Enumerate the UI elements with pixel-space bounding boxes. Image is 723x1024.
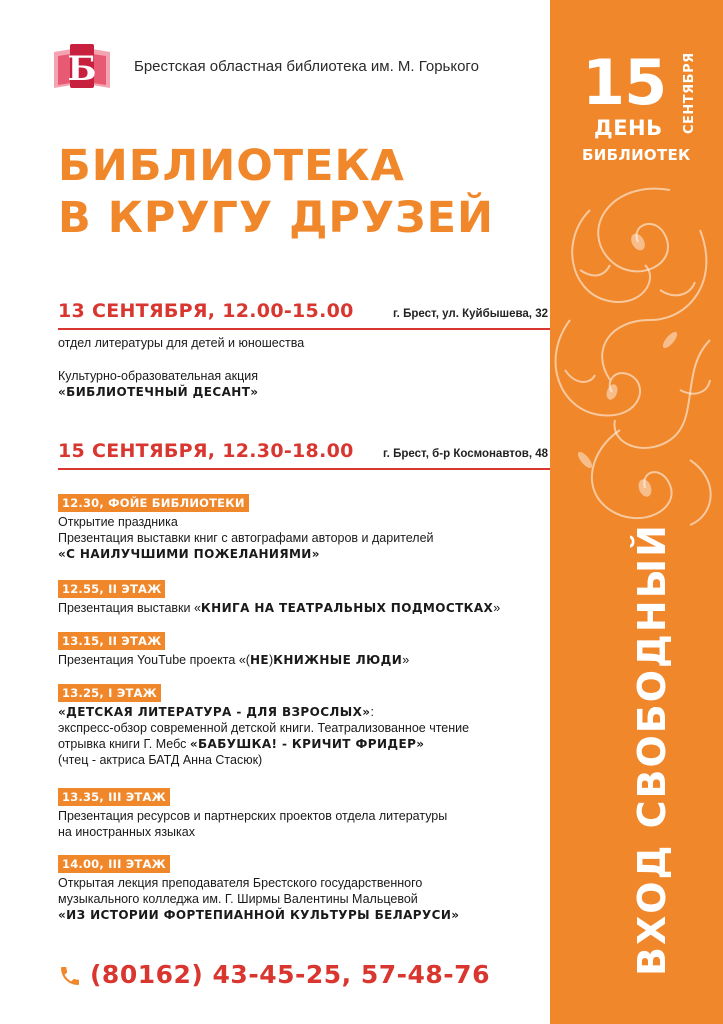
event-5-line-1: Презентация ресурсов и партнерских проектов отдела литературы <box>58 809 448 823</box>
section-1-address: г. Брест, ул. Куйбышева, 32 <box>393 308 548 320</box>
svg-text:Б: Б <box>67 49 97 89</box>
event-4-line-1 <box>58 704 374 720</box>
title-line-1: БИБЛИОТЕКА <box>58 141 405 191</box>
badge-word-day: ДЕНЬ <box>594 116 663 140</box>
event-6-line-3 <box>58 907 459 923</box>
library-logo-icon <box>48 42 116 92</box>
event-6-line-1: Открытая лекция преподавателя Брестского государственного <box>58 876 423 890</box>
section-2-address: г. Брест, б-р Космонавтов, 48 <box>383 448 548 460</box>
event-1-line-2: Презентация выставки книг с автографами авторов и дарителей <box>58 531 434 545</box>
section-2-divider <box>58 468 550 470</box>
event-3-text-a: Презентация YouTube проекта «( <box>58 653 250 667</box>
event-6-line-2: музыкального колледжа им. Г. Ширмы Валентины Мальцевой <box>58 892 418 906</box>
event-3-bold-ne: НЕ <box>249 653 269 667</box>
event-1-time-tag: 12.30, ФОЙЕ БИБЛИОТЕКИ <box>58 494 249 512</box>
event-4-line-2: экспресс-обзор современной детской книги. Театрализованное чтение <box>58 721 470 735</box>
baroque-ornament-icon <box>550 170 723 530</box>
event-2-text-a: Презентация выставки « <box>58 601 201 615</box>
section-1-divider <box>58 328 550 330</box>
event-5-line-2: на иностранных языках <box>58 825 195 839</box>
organization-name: Брестская областная библиотека им. М. Горького <box>134 58 479 75</box>
event-1-line-1: Открытие праздника <box>58 515 178 529</box>
event-4-book-title: «БАБУШКА! - КРИЧИТ ФРИДЕР» <box>189 737 425 751</box>
phone-icon <box>58 964 82 988</box>
page-title <box>58 140 494 244</box>
event-3-text-e: » <box>402 653 410 667</box>
event-4-colon: : <box>370 705 374 719</box>
event-3-text-c: ) <box>268 653 274 667</box>
event-3-time-tag: 13.15, II ЭТАЖ <box>58 632 165 650</box>
event-4-line-4: (чтец - актриса БАТД Анна Стасюк) <box>58 753 263 767</box>
event-2-line-1 <box>58 600 500 616</box>
title-line-2: В КРУГУ ДРУЗЕЙ <box>58 193 494 243</box>
event-3-line-1 <box>58 652 409 668</box>
badge-word-libraries: БИБЛИОТЕК <box>582 146 691 164</box>
section-1-action-name <box>58 384 258 400</box>
section-2-date-row <box>58 440 548 470</box>
event-6-title: «ИЗ ИСТОРИИ ФОРТЕПИАННОЙ КУЛЬТУРЫ БЕЛАРУСИ» <box>58 908 460 922</box>
section-1-date: 13 СЕНТЯБРЯ, 12.00-15.00 <box>58 300 354 322</box>
free-entry-label: ВХОД СВОБОДНЫЙ <box>630 523 674 977</box>
event-2-title: КНИГА НА ТЕАТРАЛЬНЫХ ПОДМОСТКАХ <box>200 601 494 615</box>
event-4-text-a: отрывка книги Г. Мебс <box>58 737 190 751</box>
badge-day-number: 15 <box>582 46 667 119</box>
event-4-line-3 <box>58 736 424 752</box>
day-of-libraries-badge <box>582 46 702 182</box>
event-5-time-tag: 13.35, III ЭТАЖ <box>58 788 170 806</box>
event-4-title: «ДЕТСКАЯ ЛИТЕРАТУРА - ДЛЯ ВЗРОСЛЫХ» <box>58 705 371 719</box>
section-1-department: отдел литературы для детей и юношества <box>58 336 305 350</box>
section-1-action-label: Культурно-образовательная акция <box>58 369 258 383</box>
event-1-line-3 <box>58 546 320 562</box>
event-6-time-tag: 14.00, III ЭТАЖ <box>58 855 170 873</box>
badge-month: СЕНТЯБРЯ <box>682 52 697 134</box>
action-name-bold: «БИБЛИОТЕЧНЫЙ ДЕСАНТ» <box>58 385 259 399</box>
event-3-title: КНИЖНЫЕ ЛЮДИ <box>273 653 403 667</box>
section-1-date-row <box>58 300 548 330</box>
section-2-date: 15 СЕНТЯБРЯ, 12.30-18.00 <box>58 440 354 462</box>
event-2-time-tag: 12.55, II ЭТАЖ <box>58 580 165 598</box>
contact-phone: (80162) 43-45-25, 57-48-76 <box>90 960 490 989</box>
event-4-time-tag: 13.25, I ЭТАЖ <box>58 684 161 702</box>
event-1-title: «С НАИЛУЧШИМИ ПОЖЕЛАНИЯМИ» <box>58 547 320 561</box>
event-2-text-c: » <box>493 601 501 615</box>
